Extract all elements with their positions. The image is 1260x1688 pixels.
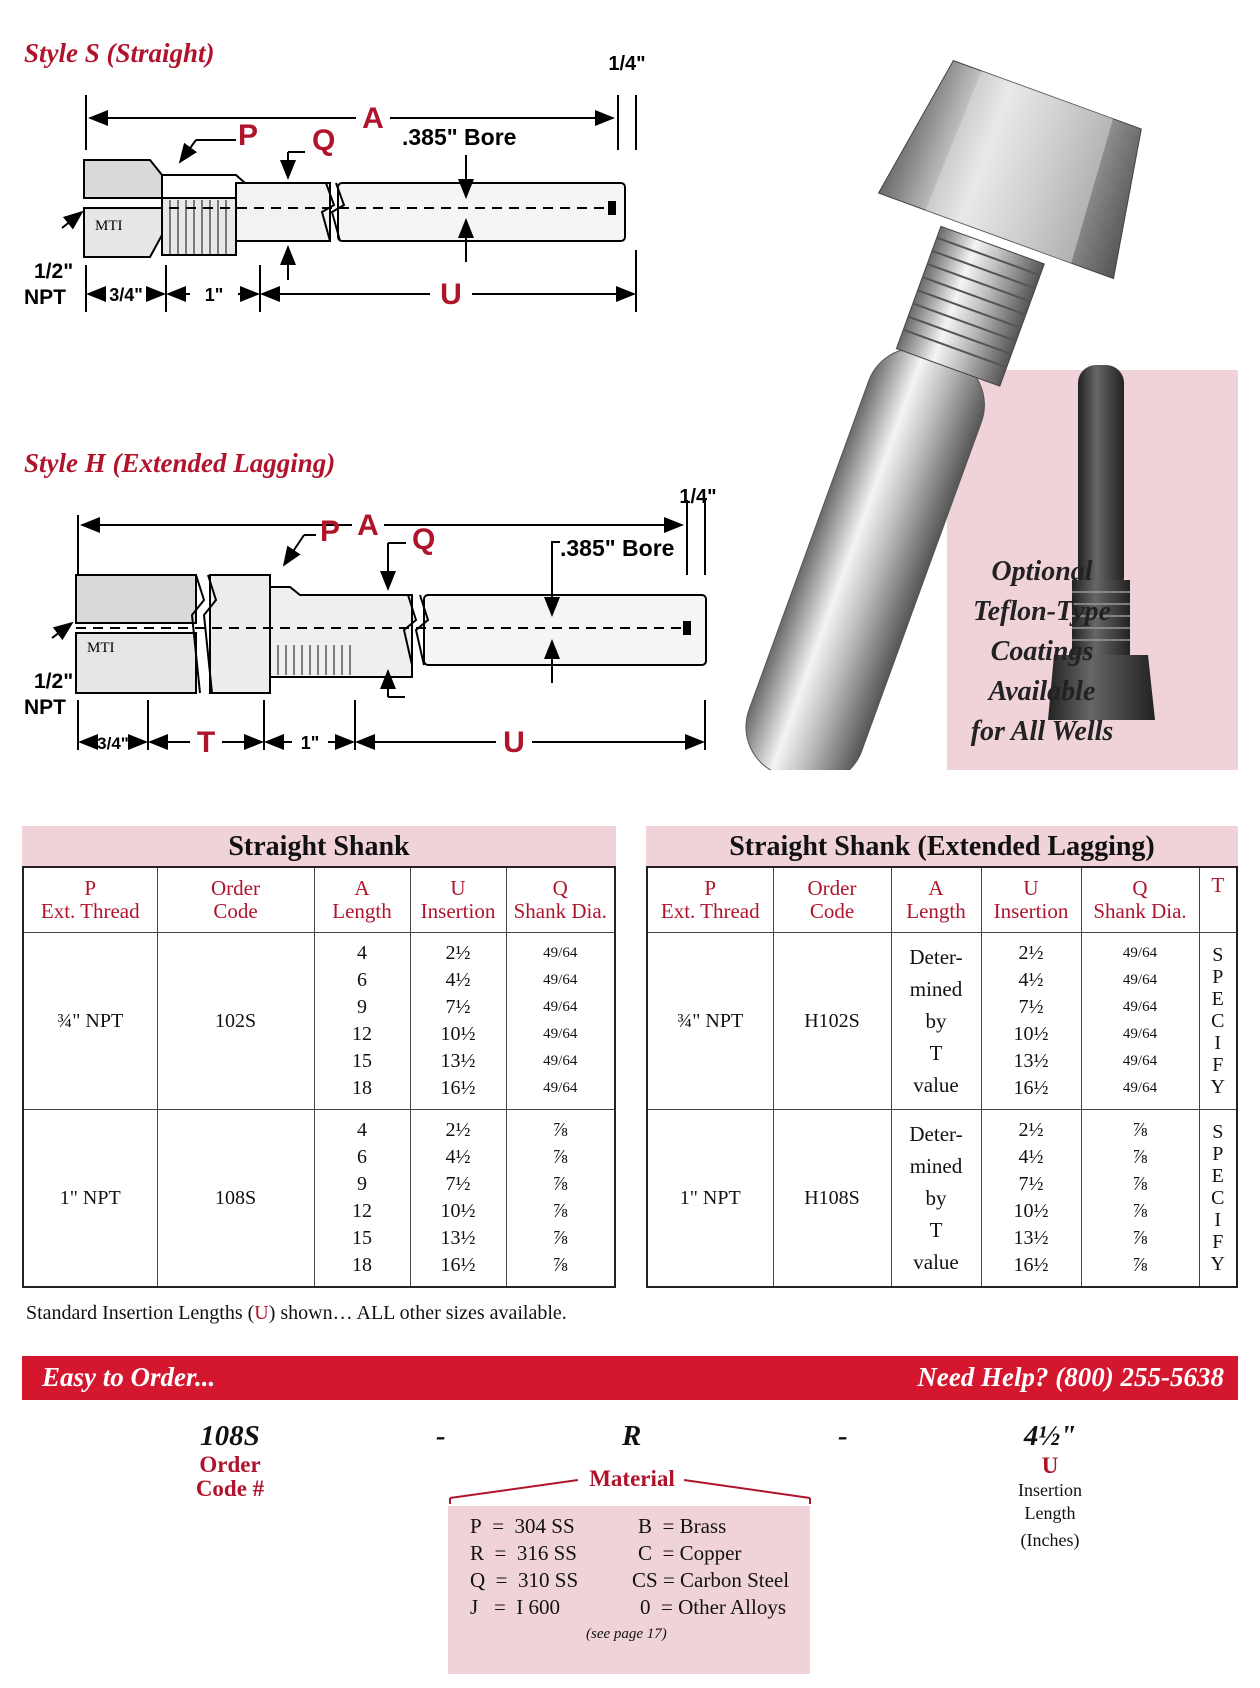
dim-three-quarter-h: 3/4" <box>97 734 129 753</box>
footnote: Standard Insertion Lengths (U) shown… ALL other sizes available. <box>26 1302 567 1324</box>
material-item: J = I 600 <box>470 1595 561 1619</box>
col-header: U Insertion <box>981 867 1081 933</box>
style-h-diagram <box>0 475 730 765</box>
bore-label-h: .385" Bore <box>560 535 675 561</box>
dim-u-label-h: U <box>503 726 525 759</box>
col-header: Q Shank Dia. <box>1081 867 1199 933</box>
material-item: P = 304 SS <box>470 1514 575 1538</box>
thread-section <box>162 198 236 255</box>
material-item: B = Brass <box>638 1514 727 1538</box>
order-code-value: 108S <box>200 1420 260 1452</box>
order-banner <box>22 1356 1238 1400</box>
hex-head-top <box>84 160 162 198</box>
style-h-title: Style H (Extended Lagging) <box>24 448 336 478</box>
dim-q-label-h: Q <box>412 523 436 556</box>
dim-p-label-h: P <box>320 515 341 548</box>
material-item: R = 316 SS <box>470 1541 577 1565</box>
material-item: CS = Carbon Steel <box>632 1568 790 1592</box>
table-row: ¾" NPT 102S 4 6 9 12 15 18 2½ 4½ 7½ 10½ 13½ 16½ 49/64 49/64 49/64 49/64 49/64 49/64 <box>23 933 615 1110</box>
npt-label: NPT <box>24 286 66 309</box>
dim-p-label: P <box>238 119 259 152</box>
dim-q-label: Q <box>312 124 336 157</box>
shank <box>338 183 625 241</box>
col-header: P Ext. Thread <box>23 867 157 933</box>
mti-mark-h: MTI <box>87 640 115 656</box>
dim-u-label: U <box>440 278 462 311</box>
material-item: Q = 310 SS <box>470 1568 579 1592</box>
straight-shank-table <box>22 826 616 1288</box>
npt-label-h: NPT <box>24 696 66 719</box>
insertion-length-block: 4½" U Insertion Length (Inches) <box>990 1420 1110 1555</box>
dim-one-inch-h: 1" <box>300 733 320 753</box>
col-header: A Length <box>314 867 410 933</box>
quarter-inch-label-h: 1/4" <box>679 486 717 508</box>
material-item: C = Copper <box>638 1541 742 1565</box>
coating-line: Optional <box>991 556 1093 587</box>
npt-size-label: 1/2" <box>34 260 74 283</box>
table-row: ¾" NPT H102S Deter- mined by T value 2½ 4½ 7½ 10½ 13½ 16½ 49/64 49/64 49/64 49/64 49/64 49/64 S P E C I F Y <box>647 933 1237 1110</box>
col-header: A Length <box>891 867 981 933</box>
see-page-note: (see page 17) <box>586 1626 667 1642</box>
style-s-title: Style S (Straight) <box>24 38 215 68</box>
npt-size-label-h: 1/2" <box>34 670 74 693</box>
table-row: 1" NPT 108S 4 6 9 12 15 18 2½ 4½ 7½ 10½ 13½ 16½ ⅞ ⅞ ⅞ ⅞ ⅞ ⅞ <box>23 1110 615 1288</box>
coating-note <box>952 552 1132 752</box>
extended-lagging-table <box>646 826 1238 1288</box>
dim-a-label-h: A <box>357 509 379 542</box>
dim-t-label: T <box>196 726 216 759</box>
coating-line: Teflon-Type <box>973 596 1111 627</box>
easy-to-order: Easy to Order... <box>42 1362 216 1392</box>
dim-three-quarter: 3/4" <box>109 285 143 305</box>
quarter-inch-label: 1/4" <box>608 53 646 75</box>
coating-line: Available <box>988 676 1096 707</box>
col-header: Order Code <box>773 867 891 933</box>
material-value: R <box>622 1420 642 1452</box>
table-row: 1" NPT H108S Deter- mined by T value 2½ 4½ 7½ 10½ 13½ 16½ ⅞ ⅞ ⅞ ⅞ ⅞ ⅞ S P E C I F Y <box>647 1110 1237 1288</box>
col-header: P Ext. Thread <box>647 867 773 933</box>
style-s-diagram <box>0 50 700 350</box>
col-header: Q Shank Dia. <box>513 876 607 923</box>
col-header: Order Code <box>157 867 314 933</box>
help-phone[interactable]: Need Help? (800) 255-5638 <box>917 1362 1224 1392</box>
dim-a-label: A <box>362 102 384 135</box>
col-header: U Insertion <box>410 867 506 933</box>
separator-dash: - <box>436 1420 446 1452</box>
material-legend <box>448 1506 810 1674</box>
insertion-length-value: 4½" <box>1023 1420 1077 1452</box>
separator-dash: - <box>838 1420 848 1452</box>
order-code-block: 108S Order Code # <box>170 1420 290 1501</box>
bore-label: .385" Bore <box>402 124 517 150</box>
material-item: 0 = Other Alloys <box>640 1595 787 1619</box>
material-label: Material <box>589 1466 675 1491</box>
table-title: Straight Shank <box>22 826 616 866</box>
footnote-u: U <box>254 1302 269 1324</box>
col-header: T <box>1211 873 1225 897</box>
coating-line: Coatings <box>990 636 1094 667</box>
dim-one-inch: 1" <box>204 285 224 305</box>
table-title: Straight Shank (Extended Lagging) <box>646 826 1238 866</box>
mti-mark: MTI <box>95 218 123 234</box>
coating-line: for All Wells <box>970 716 1114 747</box>
